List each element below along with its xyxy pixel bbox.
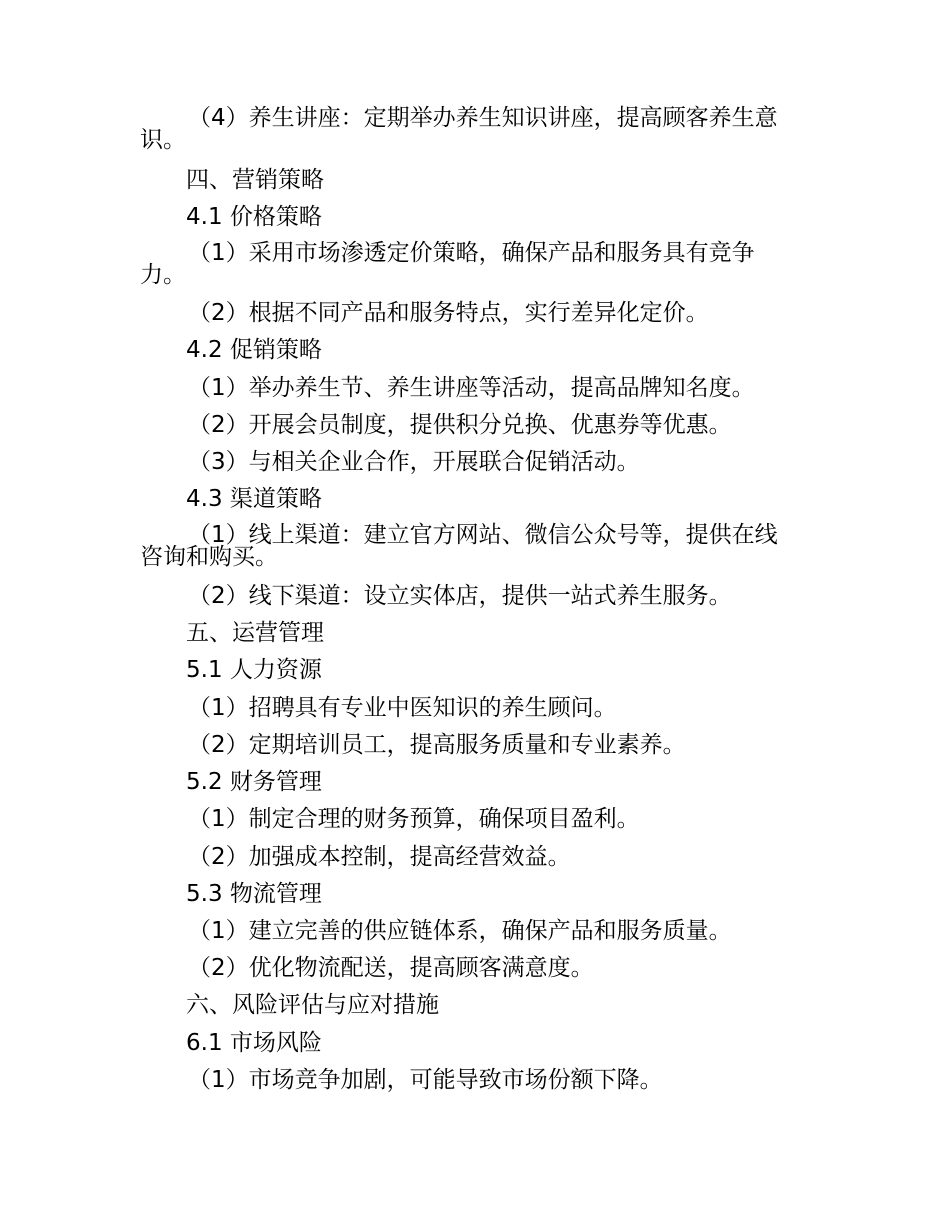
paragraph-membership: （2）开展会员制度，提供积分兑换、优惠券等优惠。 bbox=[188, 412, 732, 438]
subsection-heading-pricing: 4.1 价格策略 bbox=[186, 204, 322, 230]
paragraph-budget: （1）制定合理的财务预算，确保项目盈利。 bbox=[188, 806, 640, 832]
paragraph-promotion-events: （1）举办养生节、养生讲座等活动，提高品牌知名度。 bbox=[188, 375, 755, 401]
subsection-heading-market-risk: 6.1 市场风险 bbox=[186, 1030, 322, 1056]
paragraph-offline-channel: （2）线下渠道：设立实体店，提供一站式养生服务。 bbox=[188, 583, 732, 609]
paragraph-differential-pricing: （2）根据不同产品和服务特点，实行差异化定价。 bbox=[188, 300, 709, 326]
subsection-heading-finance: 5.2 财务管理 bbox=[186, 769, 322, 795]
section-heading-operations: 五、运营管理 bbox=[186, 620, 324, 646]
paragraph-recruit-advisors: （1）招聘具有专业中医知识的养生顾问。 bbox=[188, 695, 617, 721]
paragraph-online-channel: （1）线上渠道：建立官方网站、微信公众号等，提供在线咨询和购买。 bbox=[140, 522, 778, 570]
section-heading-risk: 六、风险评估与应对措施 bbox=[186, 992, 439, 1018]
subsection-heading-promotion: 4.2 促销策略 bbox=[186, 337, 322, 363]
paragraph-health-lecture: （4）养生讲座：定期举办养生知识讲座，提高顾客养生意识。 bbox=[140, 105, 778, 153]
paragraph-competition-risk: （1）市场竞争加剧，可能导致市场份额下降。 bbox=[188, 1067, 663, 1093]
section-heading-marketing: 四、营销策略 bbox=[186, 167, 324, 193]
subsection-heading-hr: 5.1 人力资源 bbox=[186, 657, 322, 683]
paragraph-joint-promotion: （3）与相关企业合作，开展联合促销活动。 bbox=[188, 449, 640, 475]
subsection-heading-logistics: 5.3 物流管理 bbox=[186, 881, 322, 907]
paragraph-supply-chain: （1）建立完善的供应链体系，确保产品和服务质量。 bbox=[188, 918, 732, 944]
paragraph-delivery: （2）优化物流配送，提高顾客满意度。 bbox=[188, 955, 594, 981]
paragraph-cost-control: （2）加强成本控制，提高经营效益。 bbox=[188, 844, 571, 870]
subsection-heading-channels: 4.3 渠道策略 bbox=[186, 486, 322, 512]
paragraph-staff-training: （2）定期培训员工，提高服务质量和专业素养。 bbox=[188, 732, 686, 758]
paragraph-penetration-pricing: （1）采用市场渗透定价策略，确保产品和服务具有竞争力。 bbox=[140, 240, 755, 288]
